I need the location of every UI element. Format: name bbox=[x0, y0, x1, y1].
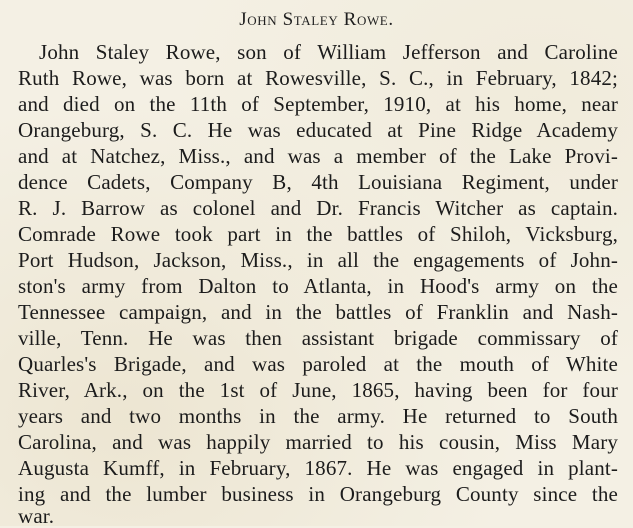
text-line: and died on the 11th of September, 1910, at his home, near bbox=[18, 92, 618, 116]
text-line: Port Hudson, Jackson, Miss., in all the engagements of John- bbox=[18, 248, 618, 272]
text-line: Ruth Rowe, was born at Rowesville, S. C., in February, 1842; bbox=[18, 66, 618, 90]
page-title: John Staley Rowe. bbox=[239, 9, 394, 30]
text-line: River, Ark., on the 1st of June, 1865, having been for four bbox=[18, 378, 618, 402]
text-line: dence Cadets, Company B, 4th Louisiana Regiment, under bbox=[18, 170, 618, 194]
text-line: Quarles's Brigade, and was paroled at the mouth of White bbox=[18, 352, 618, 376]
text-line: Tennessee campaign, and in the battles of Franklin and Nash- bbox=[18, 300, 618, 324]
text-line: Comrade Rowe took part in the battles of Shiloh, Vicksburg, bbox=[18, 222, 618, 246]
text-line: ing and the lumber business in Orangeburg County since the bbox=[18, 482, 618, 506]
text-line: and at Natchez, Miss., and was a member of the Lake Provi- bbox=[18, 144, 618, 168]
text-line: ville, Tenn. He was then assistant brigade commissary of bbox=[18, 326, 618, 350]
text-line: years and two months in the army. He returned to South bbox=[18, 404, 618, 428]
text-line: Orangeburg, S. C. He was educated at Pine Ridge Academy bbox=[18, 118, 618, 142]
text-line: Carolina, and was happily married to his cousin, Miss Mary bbox=[18, 430, 618, 454]
text-line: war. bbox=[18, 504, 55, 528]
text-line: John Staley Rowe, son of William Jefferson and Caroline bbox=[39, 40, 618, 64]
text-line: ston's army from Dalton to Atlanta, in Hood's army on the bbox=[18, 274, 618, 298]
text-line: Augusta Kumff, in February, 1867. He was engaged in plant- bbox=[18, 456, 618, 480]
text-line: R. J. Barrow as colonel and Dr. Francis Witcher as captain. bbox=[18, 196, 618, 220]
